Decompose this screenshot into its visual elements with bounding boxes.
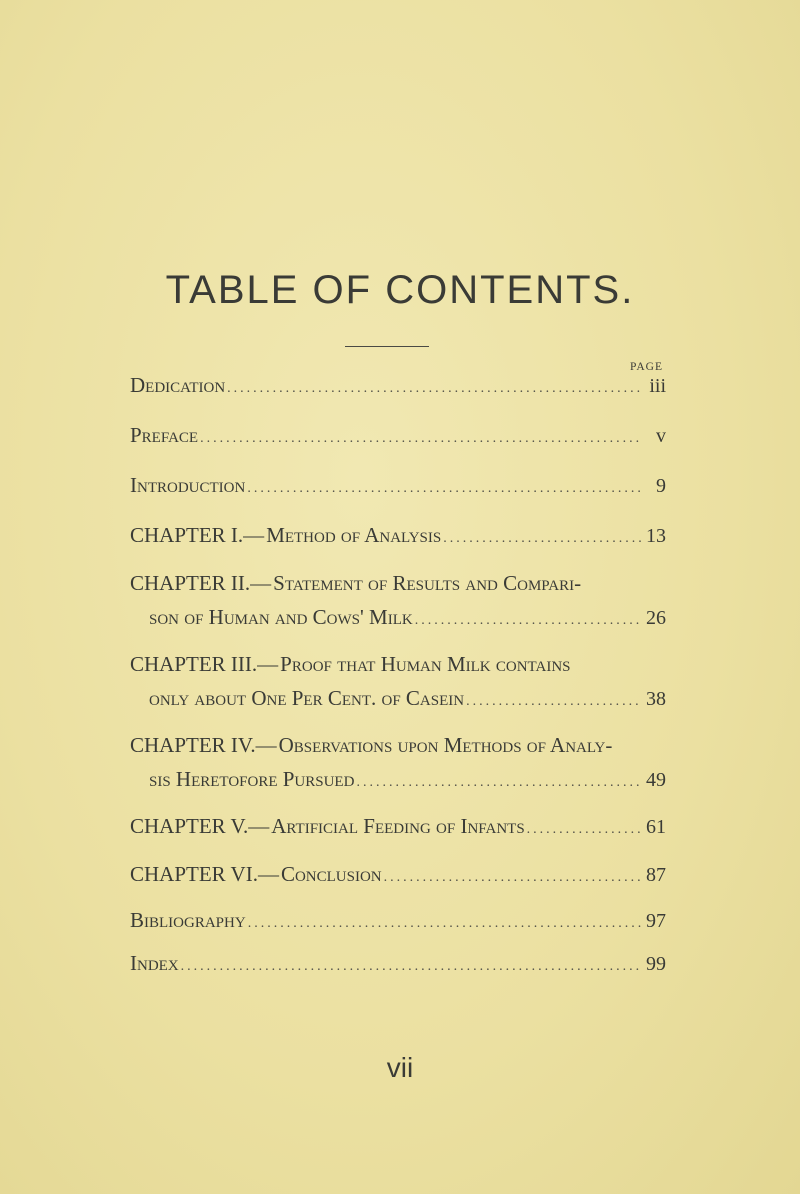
toc-page-number: 38 <box>646 688 666 710</box>
toc-page-number: 9 <box>656 475 666 497</box>
toc-page-number: 97 <box>646 910 666 932</box>
chapter-label: CHAPTER VI.— <box>130 862 279 886</box>
dot-leader <box>466 685 642 719</box>
toc-entry-title: Method of Analysis <box>266 523 442 547</box>
toc-page-number: 87 <box>646 864 666 886</box>
toc-entry-title: Artificial Feeding of Infants <box>271 814 525 838</box>
toc-entry-chapter-2 <box>130 566 666 638</box>
chapter-label: CHAPTER I.— <box>130 523 265 547</box>
page-folio: vii <box>386 1052 414 1083</box>
toc-page-number: 13 <box>646 525 666 547</box>
dot-leader <box>356 766 642 800</box>
toc-entry-chapter-1 <box>130 518 666 556</box>
toc-page-number: 61 <box>646 816 666 838</box>
toc-entry-title: Index <box>130 951 179 975</box>
toc-page-number: v <box>656 425 666 447</box>
dot-leader <box>200 422 642 456</box>
page-title: TABLE OF CONTENTS. <box>165 268 635 312</box>
chapter-label: CHAPTER V.— <box>130 814 270 838</box>
toc-entry-title: Dedication <box>130 373 226 397</box>
dot-leader <box>181 950 642 984</box>
toc-entry-title: Conclusion <box>280 862 382 886</box>
chapter-label: CHAPTER III.— <box>130 652 279 676</box>
toc-entry-introduction <box>130 468 666 506</box>
toc-entry-title: Statement of Results and Compari- <box>273 571 582 595</box>
toc-entry-title: Proof that Human Milk contains <box>280 652 571 676</box>
toc-entry-chapter-5 <box>130 809 666 847</box>
chapter-label: CHAPTER II.— <box>130 571 272 595</box>
toc-entry-dedication <box>130 368 666 406</box>
dot-leader <box>248 907 642 941</box>
toc-entry-title: Preface <box>130 423 199 447</box>
dot-leader <box>415 604 642 638</box>
toc-page-number: 49 <box>646 769 666 791</box>
dot-leader <box>384 861 642 895</box>
toc-entry-title: Bibliography <box>130 908 246 932</box>
toc-entry-index <box>130 946 666 984</box>
dot-leader <box>247 472 642 506</box>
dot-leader <box>443 522 642 556</box>
toc-entry-chapter-6 <box>130 857 666 895</box>
page-column-header: PAGE <box>630 361 663 373</box>
toc-entry-title: Observations upon Methods of Analy- <box>278 733 613 757</box>
toc-entry-chapter-3 <box>130 647 666 719</box>
toc-entry-title-continued: sis Heretofore Pursued <box>149 767 355 791</box>
toc-entry-title-continued: only about One Per Cent. of Casein <box>149 686 465 710</box>
toc-entry-title: Introduction <box>130 473 246 497</box>
chapter-label: CHAPTER IV.— <box>130 733 277 757</box>
toc-page-number: 26 <box>646 607 666 629</box>
title-rule <box>345 346 429 347</box>
toc-entry-chapter-4 <box>130 728 666 800</box>
dot-leader <box>227 372 642 406</box>
toc-page-number: iii <box>649 375 666 397</box>
toc-entry-preface <box>130 418 666 456</box>
toc-page-number: 99 <box>646 953 666 975</box>
toc-entry-title-continued: son of Human and Cows' Milk <box>149 605 413 629</box>
dot-leader <box>527 813 642 847</box>
toc-entry-bibliography <box>130 903 666 941</box>
